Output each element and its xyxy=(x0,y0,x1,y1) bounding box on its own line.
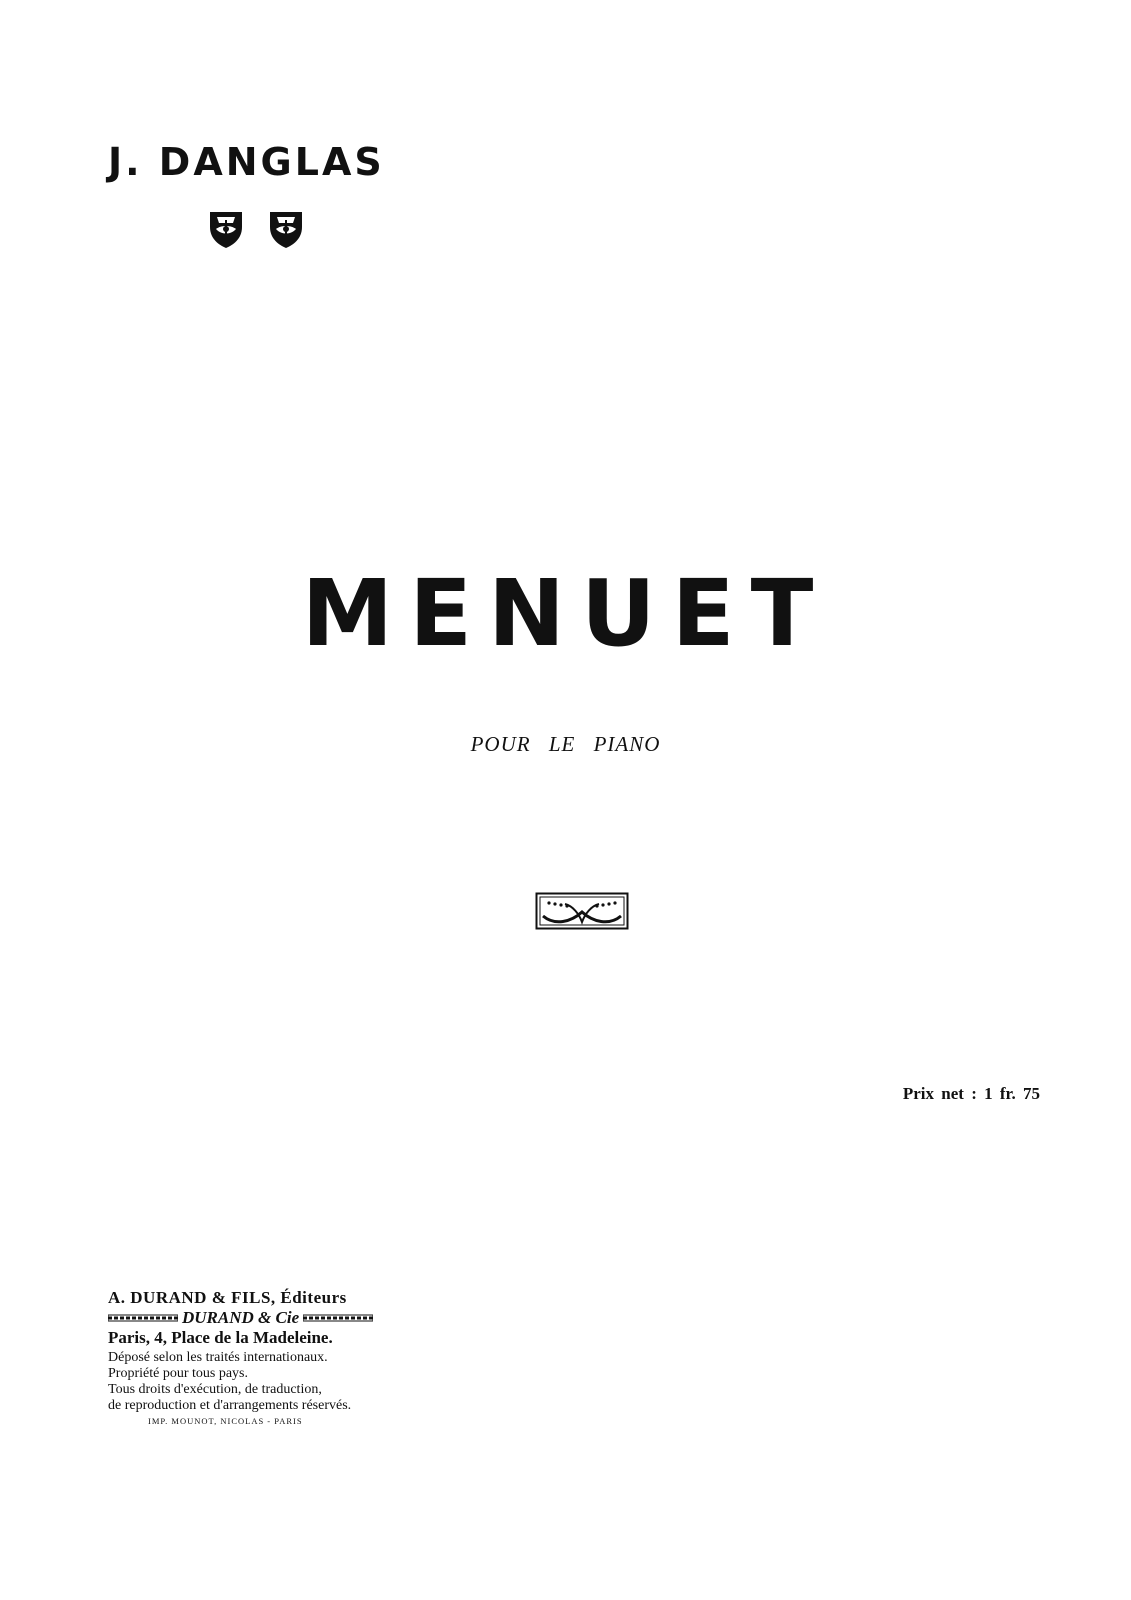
publisher-address: Paris, 4, Place de la Madeleine. xyxy=(108,1328,333,1347)
copyright-line: Déposé selon les traités internationaux. xyxy=(108,1350,328,1365)
shield-emblem-icon xyxy=(267,209,305,249)
subtitle: POUR LE PIANO xyxy=(470,732,661,756)
publisher-block xyxy=(108,1288,373,1426)
publisher-imprint-name: DURAND & Cie xyxy=(182,1308,300,1327)
copyright-line: Propriété pour tous pays. xyxy=(108,1366,248,1381)
copyright-line: de reproduction et d'arrangements réservés. xyxy=(108,1398,352,1413)
printer-credit: IMP. MOUNOT, NICOLAS - PARIS xyxy=(148,1416,303,1426)
shield-emblem-icon xyxy=(207,209,245,249)
page-title: MENUET xyxy=(301,560,830,667)
composer-name: J. DANGLAS xyxy=(108,140,385,184)
copyright-line: Tous droits d'exécution, de traduction, xyxy=(108,1382,322,1397)
chain-ornament-icon xyxy=(303,1314,373,1322)
publisher-imprint xyxy=(108,1308,373,1328)
publisher-name: A. DURAND & FILS, Éditeurs xyxy=(108,1288,347,1307)
price-label: Prix net : 1 fr. 75 xyxy=(902,1084,1040,1103)
composer-emblems xyxy=(207,209,305,249)
chain-ornament-icon xyxy=(108,1314,178,1322)
copyright-notes xyxy=(108,1350,373,1414)
decorative-cartouche-icon xyxy=(535,892,629,930)
